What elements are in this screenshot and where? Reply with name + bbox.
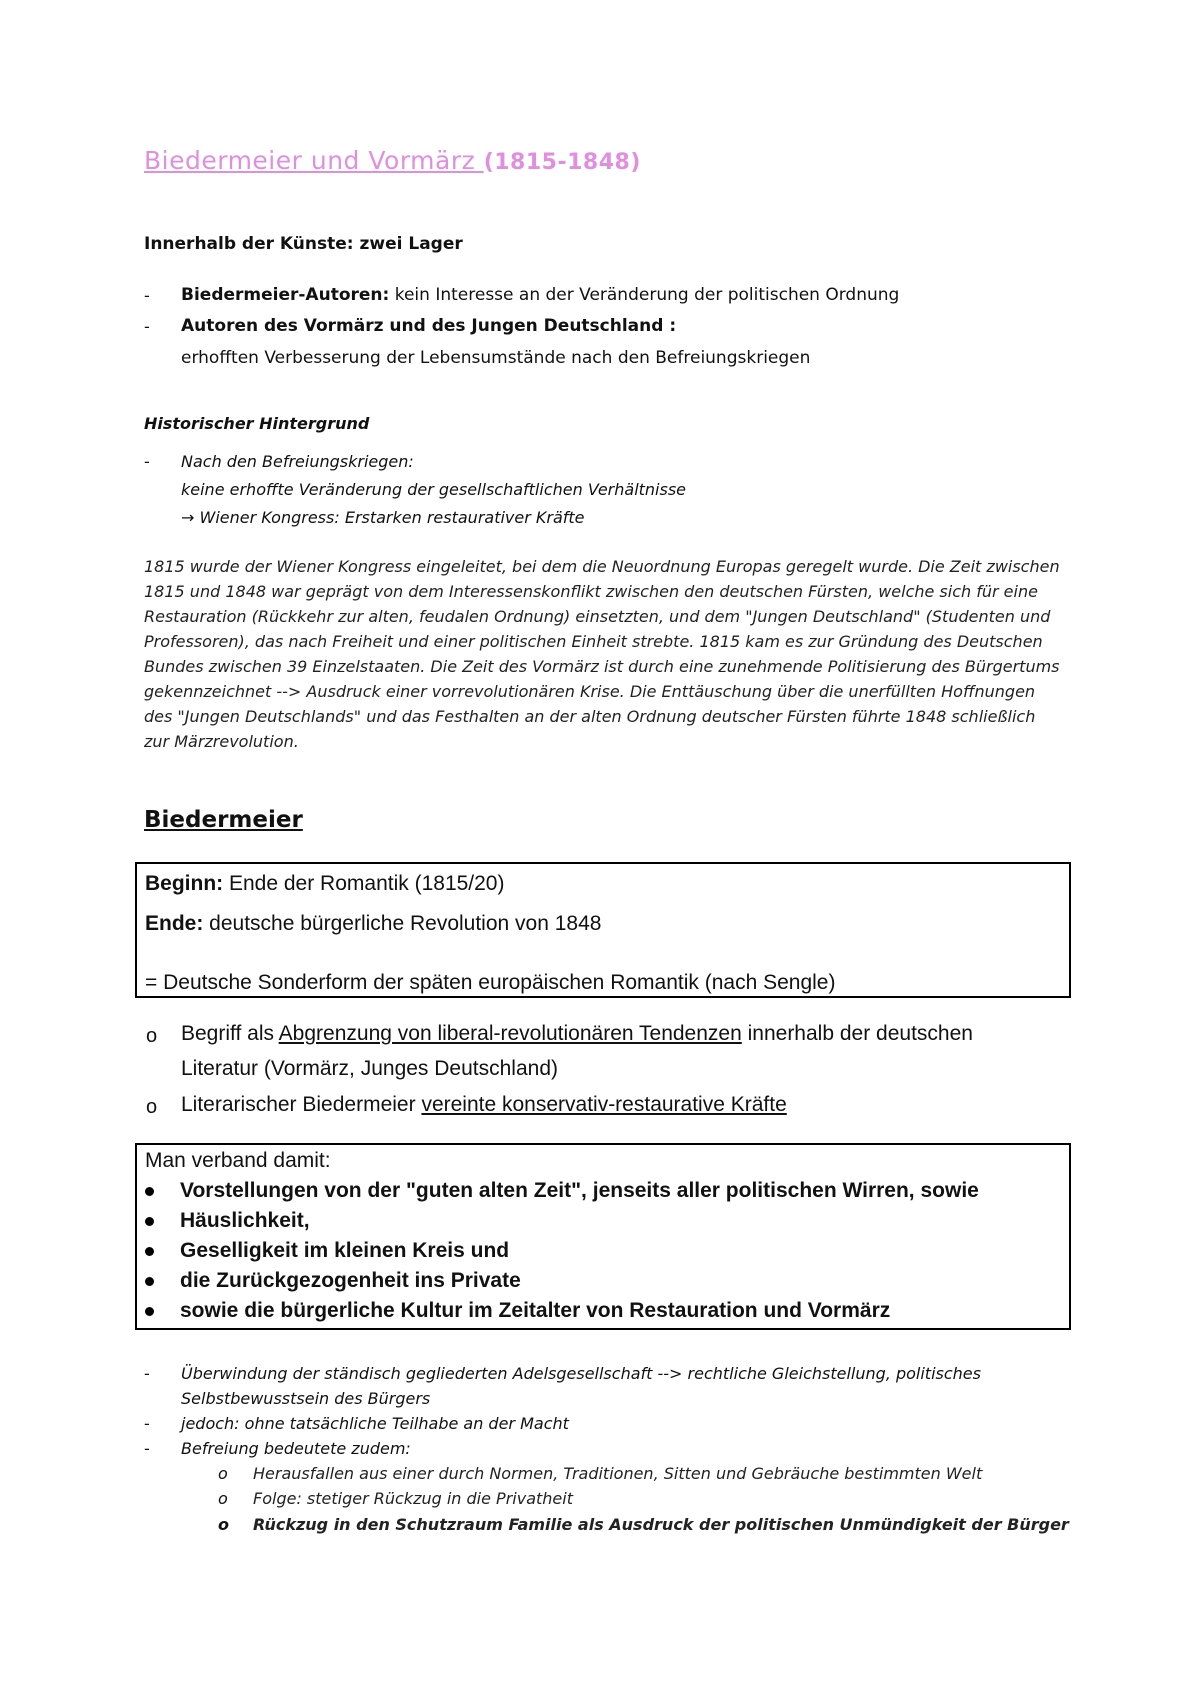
sub-marker: o — [218, 1515, 229, 1534]
box-row-ende — [145, 912, 601, 936]
bullet-dot — [145, 1247, 154, 1256]
bullet-dot — [145, 1187, 154, 1196]
circle-item-begriff-line2: Literatur (Vormärz, Junges Deutschland) — [181, 1057, 559, 1080]
ende-text: deutsche bürgerliche Revolution von 1848 — [203, 912, 602, 935]
sub-item-rueckzug: Rückzug in den Schutzraum Familie als Ausdruck der politischen Unmündigkeit der Bürger — [253, 1515, 1069, 1534]
history-item-line2: keine erhoffte Veränderung der gesellschaftlichen Verhältnisse — [181, 480, 687, 499]
circle-item-literarischer — [181, 1093, 787, 1117]
title-main: Biedermeier und Vormärz — [144, 146, 484, 175]
item-text: kein Interesse an der Veränderung der politischen Ordnung — [389, 285, 900, 305]
dash-item-befreiung: Befreiung bedeutete zudem: — [181, 1439, 411, 1458]
history-heading: Historischer Hintergrund — [144, 414, 370, 433]
history-paragraph: 1815 wurde der Wiener Kongress eingeleitet, bei dem die Neuordnung Europas geregelt wurde. Die Zeit zwischen 1815 und 1848 war geprägt von dem Interessenskonflikt zwischen den deutschen Fürsten, welche sich für eine Restauration (Rückkehr zur alten, feudalen Ordnung) einsetzten, und dem "Jungen Deutschland" (Studenten und Professoren), das nach Freiheit und einer politischen Einheit strebte. 1815 kam es zur Gründung des Deutschen Bundes zwischen 39 Einzelstaaten. Die Zeit des Vormärz ist durch eine zunehmende Politisierung des Bürgertums gekennzeichnet --> Ausdruck einer vorrevolutionären Krise. Die Enttäuschung über die unerfüllten Hoffnungen des "Jungen Deutschlands" und das Festhalten an der alten Ordnung deutscher Fürsten führte 1848 schließlich zur Märzrevolution. — [144, 557, 1060, 751]
page-title — [144, 146, 641, 175]
circle2-pre: Literarischer Biedermeier — [181, 1093, 422, 1116]
title-years: (1815-1848) — [483, 150, 641, 175]
dash-marker: - — [144, 452, 150, 471]
ende-label: Ende: — [145, 912, 204, 935]
dash-item-ueberwindung: Überwindung der ständisch gegliederten Adelsgesellschaft --> rechtliche Gleichstellung, politisches — [181, 1364, 981, 1383]
sub-marker: o — [218, 1464, 228, 1483]
bullet-dot — [145, 1217, 154, 1226]
history-item-line3: → Wiener Kongress: Erstarken restaurativer Kräfte — [181, 508, 585, 527]
bullet-dot — [145, 1277, 154, 1286]
section-heading-biedermeier: Biedermeier — [144, 807, 303, 833]
list-item-vormaerz-autoren — [181, 316, 676, 336]
box-row-beginn — [145, 872, 504, 896]
sub-marker: o — [218, 1489, 228, 1508]
circle1-underline: Abgrenzung von liberal-revolutionären Tendenzen — [278, 1022, 742, 1045]
bullet-item: Vorstellungen von der "guten alten Zeit", jenseits aller politischen Wirren, sowie — [145, 1179, 979, 1203]
dash-item-jedoch: jedoch: ohne tatsächliche Teilhabe an der Macht — [181, 1414, 569, 1433]
circle2-underline: vereinte konservativ-restaurative Kräfte — [421, 1093, 787, 1116]
dash-item-ueberwindung-line2: Selbstbewusstsein des Bürgers — [181, 1389, 431, 1408]
beginn-label: Beginn: — [145, 872, 224, 895]
info-box-epoch — [135, 862, 1071, 998]
dash-marker: - — [144, 317, 150, 336]
box-row-note: = Deutsche Sonderform der späten europäischen Romantik (nach Sengle) — [145, 971, 836, 994]
bullet-item: Häuslichkeit, — [145, 1209, 310, 1233]
circle-item-begriff — [181, 1022, 973, 1046]
beginn-text: Ende der Romantik (1815/20) — [223, 872, 505, 895]
list-item-continuation: erhofften Verbesserung der Lebensumstände nach den Befreiungskriegen — [181, 348, 811, 368]
circle1-post: innerhalb der deutschen — [741, 1022, 973, 1045]
dash-marker: - — [144, 1414, 150, 1433]
sub-item-herausfallen: Herausfallen aus einer durch Normen, Traditionen, Sitten und Gebräuche bestimmten Welt — [253, 1464, 983, 1483]
bullet-item: Geselligkeit im kleinen Kreis und — [145, 1239, 509, 1263]
dash-marker: - — [144, 1439, 150, 1458]
dash-marker: - — [144, 1364, 150, 1383]
bullet-item: sowie die bürgerliche Kultur im Zeitalter von Restauration und Vormärz — [145, 1299, 890, 1323]
item-label: Autoren des Vormärz und des Jungen Deutschland : — [181, 316, 677, 336]
box2-intro: Man verband damit: — [145, 1149, 331, 1172]
item-label: Biedermeier-Autoren: — [181, 285, 390, 305]
dash-marker: - — [144, 286, 150, 305]
sub-item-folge: Folge: stetiger Rückzug in die Privatheit — [253, 1489, 573, 1508]
section-heading-lager: Innerhalb der Künste: zwei Lager — [144, 234, 463, 254]
info-box-associations — [135, 1143, 1071, 1330]
bullet-dot — [145, 1307, 154, 1316]
bullet-item: die Zurückgezogenheit ins Private — [145, 1269, 521, 1293]
circle1-pre: Begriff als — [181, 1022, 279, 1045]
history-item-line1: Nach den Befreiungskriegen: — [181, 452, 414, 471]
circle-marker: o — [146, 1025, 158, 1047]
circle-marker: o — [146, 1096, 158, 1118]
list-item-biedermeier-autoren — [181, 285, 899, 305]
